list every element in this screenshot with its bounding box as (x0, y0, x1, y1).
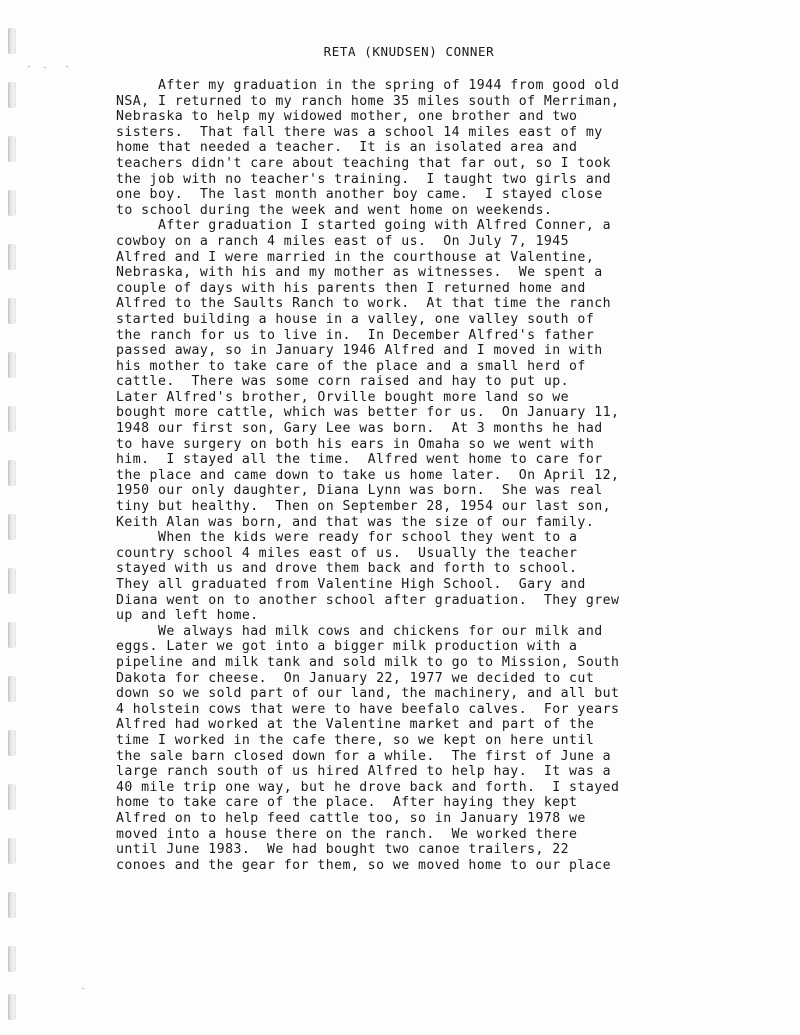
text-line: started building a house in a valley, one valley south of (116, 311, 595, 327)
text-line: They all graduated from Valentine High School. Gary and (116, 577, 586, 592)
text-line: Nebraska to help my widowed mother, one brother and two (116, 109, 578, 125)
binding-hole (8, 244, 16, 270)
text-line: When the kids were ready for school they went to a (116, 530, 578, 546)
text-line: Alfred had worked at the Valentine market and part of the (116, 717, 595, 733)
text-line: Nebraska, with his and my mother as witnesses. We spent a (116, 265, 603, 281)
text-line: to have surgery on both his ears in Omaha so we went with (116, 436, 595, 452)
text-line: home that needed a teacher. It is an isolated area and (116, 140, 578, 156)
text-line: cowboy on a ranch 4 miles east of us. On July 7, 1945 (116, 233, 570, 249)
binding-hole (8, 994, 16, 1020)
text-line: bought more cattle, which was better for us. On January 11, (116, 405, 620, 421)
text-line: moved into a house there on the ranch. We worked there (116, 826, 578, 842)
text-line: Keith Alan was born, and that was the size of our family. (116, 514, 595, 530)
text-line: passed away, so in January 1946 Alfred and I moved in with (116, 343, 603, 359)
binding-hole (8, 892, 16, 918)
text-line: Alfred on to help feed cattle too, so in January 1978 we (116, 810, 586, 826)
binding-hole (8, 352, 16, 378)
binding-hole (8, 136, 16, 162)
text-line: 1950 our only daughter, Diana Lynn was born. She was real (116, 483, 603, 499)
binding-hole (8, 676, 16, 702)
binding-hole (8, 622, 16, 648)
text-line: Alfred to the Saults Ranch to work. At that time the ranch (116, 296, 611, 312)
text-line: cattle. There was some corn raised and hay to put up. (116, 374, 570, 390)
text-line: the job with no teacher's training. I taught two girls and (116, 171, 611, 187)
text-line: Dakota for cheese. On January 22, 1977 we decided to cut (116, 670, 595, 686)
text-line: home to take care of the place. After haying they kept (116, 795, 578, 811)
text-line: Diana went on to another school after graduation. They grew (116, 592, 620, 608)
text-line: large ranch south of us hired Alfred to help hay. It was a (116, 764, 611, 780)
binding-hole (8, 784, 16, 810)
text-line: 40 mile trip one way, but he drove back and forth. I stayed (116, 779, 620, 795)
binding-hole (8, 946, 16, 972)
text-line: After my graduation in the spring of 1944 from good old (116, 78, 620, 93)
binding-hole (8, 838, 16, 864)
binding-hole (8, 406, 16, 432)
text-line: NSA, I returned to my ranch home 35 miles south of Merriman, (116, 93, 620, 109)
text-line: the place and came down to take us home later. On April 12, (116, 467, 620, 483)
text-line: one boy. The last month another boy came. I stayed close (116, 187, 603, 203)
text-line: pipeline and milk tank and sold milk to go to Mission, South (116, 654, 620, 670)
text-line: up and left home. (116, 608, 259, 624)
binding-hole (8, 730, 16, 756)
text-line: sisters. That fall there was a school 14 miles east of my (116, 124, 603, 140)
text-line: time I worked in the cafe there, so we kept on here until (116, 732, 595, 748)
text-line: After graduation I started going with Alfred Conner, a (116, 218, 611, 234)
text-line: conoes and the gear for them, so we moved home to our place (116, 857, 611, 873)
text-line: the sale barn closed down for a while. The first of June a (116, 748, 611, 764)
text-line: stayed with us and drove them back and forth to school. (116, 561, 578, 577)
text-line: 4 holstein cows that were to have beefalo calves. For years (116, 701, 620, 717)
binding-hole (8, 190, 16, 216)
text-line: tiny but healthy. Then on September 28, 1954 our last son, (116, 499, 611, 515)
scan-speck (28, 66, 30, 67)
scan-speck (44, 67, 46, 68)
text-line: eggs. Later we got into a bigger milk production with a (116, 639, 578, 655)
page-title: RETA (KNUDSEN) CONNER (323, 44, 495, 59)
binding-hole (8, 460, 16, 486)
text-line: to school during the week and went home on weekends. (116, 202, 553, 218)
scan-speck (82, 988, 84, 989)
text-line: We always had milk cows and chickens for our milk and (116, 623, 603, 639)
binding-hole (8, 298, 16, 324)
text-line: couple of days with his parents then I returned home and (116, 280, 586, 296)
scan-speck (66, 66, 68, 67)
text-line: until June 1983. We had bought two canoe trailers, 22 (116, 842, 570, 858)
text-line: Later Alfred's brother, Orville bought more land so we (116, 389, 570, 405)
text-line: country school 4 miles east of us. Usually the teacher (116, 545, 578, 561)
text-line: teachers didn't care about teaching that far out, so I took (116, 155, 611, 171)
text-line: his mother to take care of the place and a small herd of (116, 358, 586, 374)
binding-hole (8, 568, 16, 594)
text-line: down so we sold part of our land, the machinery, and all but (116, 686, 620, 702)
text-line: Alfred and I were married in the courthouse at Valentine, (116, 249, 595, 265)
text-line: 1948 our first son, Gary Lee was born. At 3 months he had (116, 421, 603, 437)
binding-hole (8, 514, 16, 540)
binding-hole (8, 82, 16, 108)
body-text (116, 78, 716, 873)
text-line: him. I stayed all the time. Alfred went home to care for (116, 452, 603, 468)
text-line: the ranch for us to live in. In December Alfred's father (116, 327, 595, 343)
